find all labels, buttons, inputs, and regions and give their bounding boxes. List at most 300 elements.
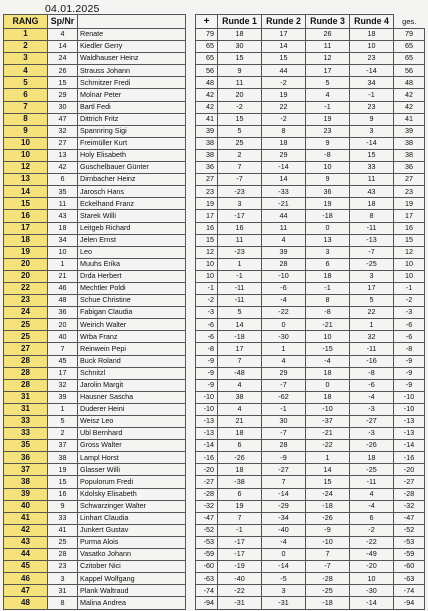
name-cell: Molnar Peter — [78, 89, 186, 101]
plus-cell: 38 — [196, 137, 218, 149]
spnr-cell: 13 — [48, 149, 78, 161]
spnr-cell: 2 — [48, 428, 78, 440]
ges-cell: 65 — [394, 41, 425, 53]
plus-cell: -8 — [196, 343, 218, 355]
spnr-cell: 47 — [48, 113, 78, 125]
runde1-cell: 4 — [218, 403, 262, 415]
name-cell: Jarosch Hans — [78, 186, 186, 198]
runde1-cell: -11 — [218, 295, 262, 307]
runde4-cell: -3 — [350, 428, 394, 440]
col-header-spnr: Sp/Nr — [48, 15, 78, 29]
gap-cell — [186, 573, 196, 585]
gap-cell — [186, 149, 196, 161]
name-cell: Guschelbauer Günter — [78, 162, 186, 174]
runde2-cell: -6 — [262, 282, 306, 294]
name-cell: Dirnbacher Heinz — [78, 174, 186, 186]
spnr-cell: 32 — [48, 379, 78, 391]
runde3-cell: -25 — [306, 585, 350, 597]
rank-cell: 38 — [4, 476, 48, 488]
spnr-cell: 5 — [48, 416, 78, 428]
runde4-cell: -30 — [350, 585, 394, 597]
ges-cell: -32 — [394, 500, 425, 512]
gap-cell — [186, 29, 196, 41]
runde1-cell: 6 — [218, 488, 262, 500]
table-row — [4, 198, 425, 210]
runde1-cell: -26 — [218, 452, 262, 464]
runde2-cell: 7 — [262, 476, 306, 488]
table-row — [4, 162, 425, 174]
runde3-cell: 5 — [306, 77, 350, 89]
runde1-cell: -18 — [218, 331, 262, 343]
ges-cell: -10 — [394, 391, 425, 403]
runde3-cell: 14 — [306, 464, 350, 476]
ges-cell: -13 — [394, 416, 425, 428]
runde4-cell: -26 — [350, 440, 394, 452]
runde2-cell: -40 — [262, 524, 306, 536]
runde1-cell: 15 — [218, 53, 262, 65]
spnr-cell: 8 — [48, 597, 78, 609]
runde3-cell: -18 — [306, 597, 350, 609]
runde3-cell: 19 — [306, 113, 350, 125]
runde4-cell: 9 — [350, 113, 394, 125]
runde3-cell: -15 — [306, 343, 350, 355]
plus-cell: -53 — [196, 536, 218, 548]
runde3-cell: 3 — [306, 246, 350, 258]
table-row — [4, 174, 425, 186]
plus-cell: 56 — [196, 65, 218, 77]
plus-cell: 65 — [196, 53, 218, 65]
runde2-cell: -5 — [262, 573, 306, 585]
gap-cell — [186, 101, 196, 113]
runde3-cell: 0 — [306, 222, 350, 234]
runde2-cell: 22 — [262, 101, 306, 113]
name-cell: Reinwein Pepi — [78, 343, 186, 355]
runde3-cell: 0 — [306, 379, 350, 391]
runde1-cell: 21 — [218, 416, 262, 428]
runde2-cell: 11 — [262, 222, 306, 234]
runde4-cell: 18 — [350, 198, 394, 210]
table-row — [4, 573, 425, 585]
rank-cell: 20 — [4, 270, 48, 282]
spnr-cell: 25 — [48, 536, 78, 548]
ges-cell: -14 — [394, 440, 425, 452]
ges-cell: -13 — [394, 428, 425, 440]
name-cell: Leitgeb Richard — [78, 222, 186, 234]
spnr-cell: 10 — [48, 246, 78, 258]
table-row — [4, 125, 425, 137]
plus-cell: 12 — [196, 246, 218, 258]
rank-cell: 28 — [4, 379, 48, 391]
runde2-cell: 44 — [262, 65, 306, 77]
runde3-cell: 11 — [306, 41, 350, 53]
runde1-cell: 18 — [218, 464, 262, 476]
plus-cell: 15 — [196, 234, 218, 246]
gap-cell — [186, 295, 196, 307]
name-cell: Schwarzinger Walter — [78, 500, 186, 512]
rank-cell: 9 — [4, 125, 48, 137]
runde1-cell: 9 — [218, 65, 262, 77]
rank-cell: 25 — [4, 331, 48, 343]
gap-cell — [186, 428, 196, 440]
table-row — [4, 379, 425, 391]
ges-cell: -59 — [394, 549, 425, 561]
runde3-cell: 36 — [306, 186, 350, 198]
runde4-cell: -11 — [350, 222, 394, 234]
table-row — [4, 549, 425, 561]
spnr-cell: 3 — [48, 573, 78, 585]
gap-cell — [186, 270, 196, 282]
runde1-cell: 3 — [218, 198, 262, 210]
ges-cell: -16 — [394, 452, 425, 464]
runde4-cell: 23 — [350, 101, 394, 113]
ges-cell: 23 — [394, 186, 425, 198]
runde1-cell: -38 — [218, 476, 262, 488]
gap-cell — [186, 464, 196, 476]
plus-cell: -10 — [196, 403, 218, 415]
runde2-cell: -2 — [262, 77, 306, 89]
ges-cell: 27 — [394, 174, 425, 186]
table-row — [4, 464, 425, 476]
runde3-cell: 23 — [306, 125, 350, 137]
name-cell: Schmitzer Fredi — [78, 77, 186, 89]
rank-cell: 3 — [4, 53, 48, 65]
gap-cell — [186, 355, 196, 367]
runde3-cell: 18 — [306, 270, 350, 282]
table-row — [4, 234, 425, 246]
table-body — [4, 29, 425, 610]
name-cell: Spannring Sigi — [78, 125, 186, 137]
name-cell: Populorum Fredi — [78, 476, 186, 488]
ranking-sheet — [3, 14, 424, 610]
plus-cell: 38 — [196, 149, 218, 161]
gap-cell — [186, 500, 196, 512]
runde3-cell: 9 — [306, 174, 350, 186]
ges-cell: 48 — [394, 77, 425, 89]
runde4-cell: 33 — [350, 162, 394, 174]
ges-cell: -63 — [394, 573, 425, 585]
runde2-cell: 30 — [262, 416, 306, 428]
runde4-cell: 6 — [350, 512, 394, 524]
runde1-cell: 20 — [218, 89, 262, 101]
runde3-cell: -8 — [306, 307, 350, 319]
runde3-cell: 12 — [306, 53, 350, 65]
runde2-cell: -34 — [262, 512, 306, 524]
runde3-cell: 7 — [306, 549, 350, 561]
runde4-cell: -8 — [350, 367, 394, 379]
runde1-cell: 6 — [218, 440, 262, 452]
runde4-cell: -4 — [350, 500, 394, 512]
gap-cell — [186, 416, 196, 428]
gap-cell — [186, 137, 196, 149]
runde4-cell: 5 — [350, 295, 394, 307]
rank-cell: 37 — [4, 464, 48, 476]
gap-cell — [186, 343, 196, 355]
ges-cell: -9 — [394, 355, 425, 367]
plus-cell: -6 — [196, 331, 218, 343]
col-header-runde4: Runde 4 — [350, 15, 394, 29]
runde1-cell: 38 — [218, 391, 262, 403]
rank-cell: 14 — [4, 186, 48, 198]
name-cell: Plank Waltraud — [78, 585, 186, 597]
ges-cell: -94 — [394, 597, 425, 609]
ges-cell: 39 — [394, 125, 425, 137]
gap-cell — [186, 488, 196, 500]
ges-cell: 17 — [394, 210, 425, 222]
runde3-cell: -1 — [306, 282, 350, 294]
plus-cell: -74 — [196, 585, 218, 597]
gap-cell — [186, 440, 196, 452]
runde3-cell: -8 — [306, 149, 350, 161]
runde2-cell: 8 — [262, 125, 306, 137]
spnr-cell: 11 — [48, 198, 78, 210]
table-row — [4, 295, 425, 307]
table-row — [4, 536, 425, 548]
gap-cell — [186, 41, 196, 53]
runde1-cell: 17 — [218, 343, 262, 355]
runde4-cell: -2 — [350, 524, 394, 536]
runde4-cell: 15 — [350, 149, 394, 161]
rank-cell: 5 — [4, 77, 48, 89]
runde3-cell: -10 — [306, 403, 350, 415]
runde3-cell: 13 — [306, 234, 350, 246]
runde4-cell: 23 — [350, 53, 394, 65]
runde3-cell: 15 — [306, 476, 350, 488]
table-row — [4, 246, 425, 258]
table-row — [4, 282, 425, 294]
runde2-cell: 0 — [262, 319, 306, 331]
gap-cell — [186, 331, 196, 343]
runde1-cell: 7 — [218, 162, 262, 174]
spnr-cell: 31 — [48, 585, 78, 597]
runde3-cell: 17 — [306, 65, 350, 77]
runde1-cell: -19 — [218, 561, 262, 573]
runde2-cell: -21 — [262, 198, 306, 210]
gap-cell — [186, 524, 196, 536]
runde1-cell: 4 — [218, 379, 262, 391]
runde2-cell: -33 — [262, 186, 306, 198]
gap-cell — [186, 246, 196, 258]
runde4-cell: -25 — [350, 464, 394, 476]
runde3-cell: 10 — [306, 162, 350, 174]
ges-cell: -20 — [394, 464, 425, 476]
col-header-rang: RANG — [4, 15, 48, 29]
spnr-cell: 30 — [48, 101, 78, 113]
spnr-cell: 15 — [48, 77, 78, 89]
gap-cell — [186, 210, 196, 222]
gap-cell — [186, 561, 196, 573]
runde2-cell: -30 — [262, 331, 306, 343]
name-cell: Junkert Gustav — [78, 524, 186, 536]
spnr-cell: 27 — [48, 137, 78, 149]
plus-cell: 27 — [196, 174, 218, 186]
runde4-cell: 8 — [350, 210, 394, 222]
table-row — [4, 149, 425, 161]
rank-cell: 15 — [4, 198, 48, 210]
table-row — [4, 137, 425, 149]
rank-cell: 28 — [4, 367, 48, 379]
gap-cell — [186, 379, 196, 391]
runde4-cell: 4 — [350, 488, 394, 500]
runde4-cell: 3 — [350, 270, 394, 282]
plus-cell: 65 — [196, 41, 218, 53]
name-cell: Holy Elisabeth — [78, 149, 186, 161]
table-row — [4, 331, 425, 343]
spnr-cell: 39 — [48, 391, 78, 403]
runde3-cell: 6 — [306, 258, 350, 270]
spnr-cell: 14 — [48, 41, 78, 53]
runde1-cell: -23 — [218, 246, 262, 258]
ges-cell: -53 — [394, 536, 425, 548]
runde2-cell: -14 — [262, 561, 306, 573]
runde2-cell: 44 — [262, 210, 306, 222]
gap-cell — [186, 536, 196, 548]
rank-cell: 20 — [4, 258, 48, 270]
table-row — [4, 416, 425, 428]
rank-cell: 12 — [4, 162, 48, 174]
ges-cell: 36 — [394, 162, 425, 174]
gap-cell — [186, 476, 196, 488]
table-row — [4, 113, 425, 125]
rank-cell: 19 — [4, 246, 48, 258]
name-cell: Linhart Claudia — [78, 512, 186, 524]
runde1-cell: 18 — [218, 428, 262, 440]
rank-cell: 10 — [4, 149, 48, 161]
runde2-cell: 14 — [262, 41, 306, 53]
table-row — [4, 597, 425, 609]
table-row — [4, 258, 425, 270]
spnr-cell: 19 — [48, 464, 78, 476]
ges-cell: 65 — [394, 53, 425, 65]
runde2-cell: -9 — [262, 452, 306, 464]
gap-cell — [186, 319, 196, 331]
runde2-cell: 28 — [262, 258, 306, 270]
gap-cell — [186, 391, 196, 403]
ges-cell: 12 — [394, 246, 425, 258]
table-row — [4, 391, 425, 403]
gap-cell — [186, 222, 196, 234]
runde1-cell: 19 — [218, 500, 262, 512]
runde4-cell: -7 — [350, 246, 394, 258]
gap-cell — [186, 186, 196, 198]
spnr-cell: 41 — [48, 524, 78, 536]
runde2-cell: 29 — [262, 149, 306, 161]
gap-cell — [186, 367, 196, 379]
runde4-cell: -49 — [350, 549, 394, 561]
gap-cell — [186, 234, 196, 246]
name-cell: Starek Willi — [78, 210, 186, 222]
spnr-cell: 9 — [48, 500, 78, 512]
runde4-cell: 18 — [350, 452, 394, 464]
table-row — [4, 440, 425, 452]
runde1-cell: -17 — [218, 536, 262, 548]
ges-cell: -6 — [394, 331, 425, 343]
spnr-cell: 17 — [48, 367, 78, 379]
rank-cell: 13 — [4, 174, 48, 186]
runde3-cell: -10 — [306, 536, 350, 548]
runde1-cell: 5 — [218, 125, 262, 137]
runde4-cell: -14 — [350, 137, 394, 149]
gap-cell — [186, 89, 196, 101]
name-cell: Ubl Bernhard — [78, 428, 186, 440]
plus-cell: -13 — [196, 428, 218, 440]
runde4-cell: -27 — [350, 416, 394, 428]
gap-cell — [186, 125, 196, 137]
spnr-cell: 37 — [48, 440, 78, 452]
gap-cell — [186, 198, 196, 210]
runde2-cell: -14 — [262, 162, 306, 174]
ges-cell: -9 — [394, 367, 425, 379]
table-row — [4, 307, 425, 319]
spnr-cell: 38 — [48, 452, 78, 464]
rank-cell: 28 — [4, 355, 48, 367]
gap-cell — [186, 113, 196, 125]
table-row — [4, 89, 425, 101]
name-cell: Weirich Walter — [78, 319, 186, 331]
rank-cell: 45 — [4, 561, 48, 573]
plus-cell: -16 — [196, 452, 218, 464]
ranking-table — [3, 14, 425, 610]
runde1-cell: 18 — [218, 29, 262, 41]
runde3-cell: -28 — [306, 573, 350, 585]
name-cell: Eckelhand Franz — [78, 198, 186, 210]
plus-cell: -3 — [196, 307, 218, 319]
table-row — [4, 476, 425, 488]
runde3-cell: -18 — [306, 210, 350, 222]
col-header-runde2: Runde 2 — [262, 15, 306, 29]
spnr-cell: 35 — [48, 186, 78, 198]
col-header-name — [78, 15, 186, 29]
spnr-cell: 21 — [48, 270, 78, 282]
rank-cell: 6 — [4, 89, 48, 101]
runde2-cell: -22 — [262, 307, 306, 319]
plus-cell: -32 — [196, 500, 218, 512]
name-cell: Kappel Wolfgang — [78, 573, 186, 585]
rank-cell: 2 — [4, 41, 48, 53]
name-cell: Lampl Horst — [78, 452, 186, 464]
runde3-cell: 1 — [306, 452, 350, 464]
name-cell: Kdolsky Elisabeth — [78, 488, 186, 500]
ges-cell: -28 — [394, 488, 425, 500]
plus-cell: -1 — [196, 282, 218, 294]
name-cell: Mechtler Poldi — [78, 282, 186, 294]
rank-cell: 43 — [4, 536, 48, 548]
runde4-cell: -6 — [350, 379, 394, 391]
runde1-cell: -17 — [218, 210, 262, 222]
gap-cell — [186, 512, 196, 524]
name-cell: Jelen Ernst — [78, 234, 186, 246]
runde2-cell: 18 — [262, 137, 306, 149]
name-cell: Bartl Fedi — [78, 101, 186, 113]
table-row — [4, 355, 425, 367]
plus-cell: 48 — [196, 77, 218, 89]
runde1-cell: -1 — [218, 524, 262, 536]
col-gap — [186, 15, 196, 29]
rank-cell: 10 — [4, 137, 48, 149]
spnr-cell: 36 — [48, 307, 78, 319]
name-cell: Strauss Johann — [78, 65, 186, 77]
ges-cell: -10 — [394, 403, 425, 415]
plus-cell: 16 — [196, 222, 218, 234]
runde3-cell: -21 — [306, 428, 350, 440]
plus-cell: 10 — [196, 270, 218, 282]
rank-cell: 18 — [4, 234, 48, 246]
name-cell: Buck Roland — [78, 355, 186, 367]
table-row — [4, 500, 425, 512]
name-cell: Muuhs Erika — [78, 258, 186, 270]
rank-cell: 35 — [4, 440, 48, 452]
name-cell: Leo — [78, 246, 186, 258]
runde3-cell: -7 — [306, 561, 350, 573]
